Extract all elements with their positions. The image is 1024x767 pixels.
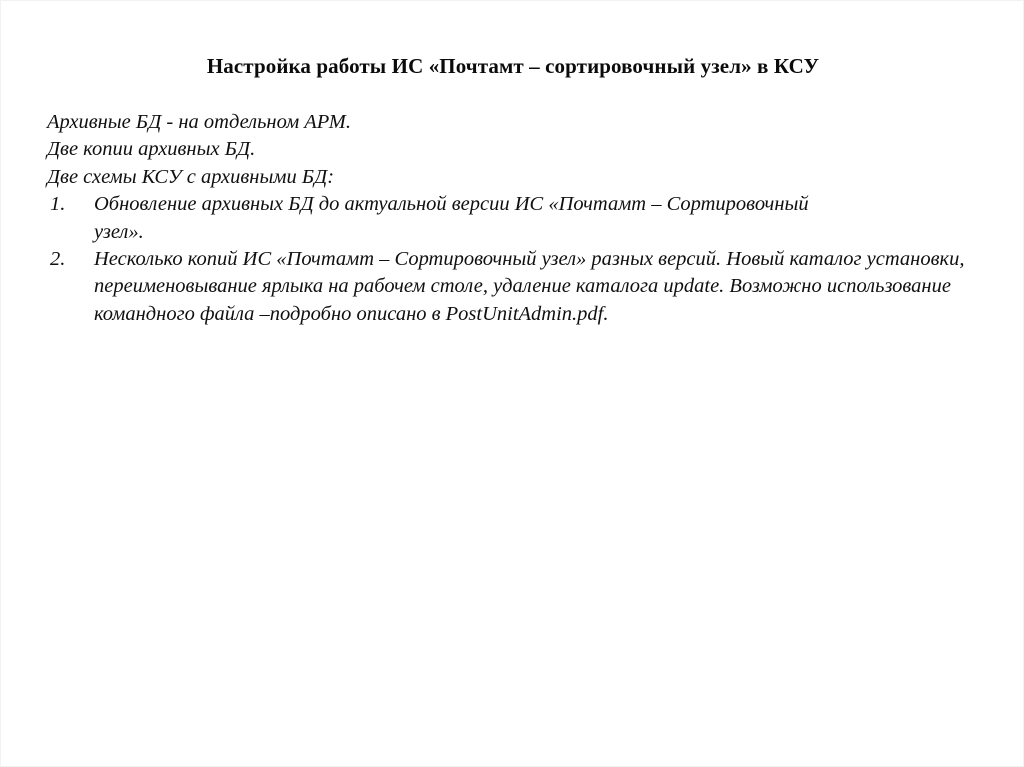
slide-title: Настройка работы ИС «Почтамт – сортировочный узел» в КСУ (206, 54, 820, 78)
intro-line-1: Архивные БД - на отдельном АРМ. (47, 111, 352, 133)
numbered-list (47, 191, 967, 328)
list-item (47, 191, 967, 246)
list-item-marker: 1. (50, 193, 66, 216)
list-item (47, 246, 967, 328)
slide-body (47, 109, 967, 328)
list-item-text: Обновление архивных БД до актуальной версии ИС «Почтамт – Сортировочный узел». (94, 193, 809, 243)
list-item-text: Несколько копий ИС «Почтамт – Сортировочный узел» разных версий. Новый каталог установки, переименовывание ярлыка на рабочем столе, удаление каталога update. Возможно использование командного файла –подробно описано в PostUnitAdmin.pdf. (94, 248, 965, 325)
intro-line-2: Две копии архивных БД. (47, 138, 256, 161)
intro-line-3: Две схемы КСУ с архивными БД: (47, 165, 335, 188)
list-item-marker: 2. (50, 248, 66, 271)
